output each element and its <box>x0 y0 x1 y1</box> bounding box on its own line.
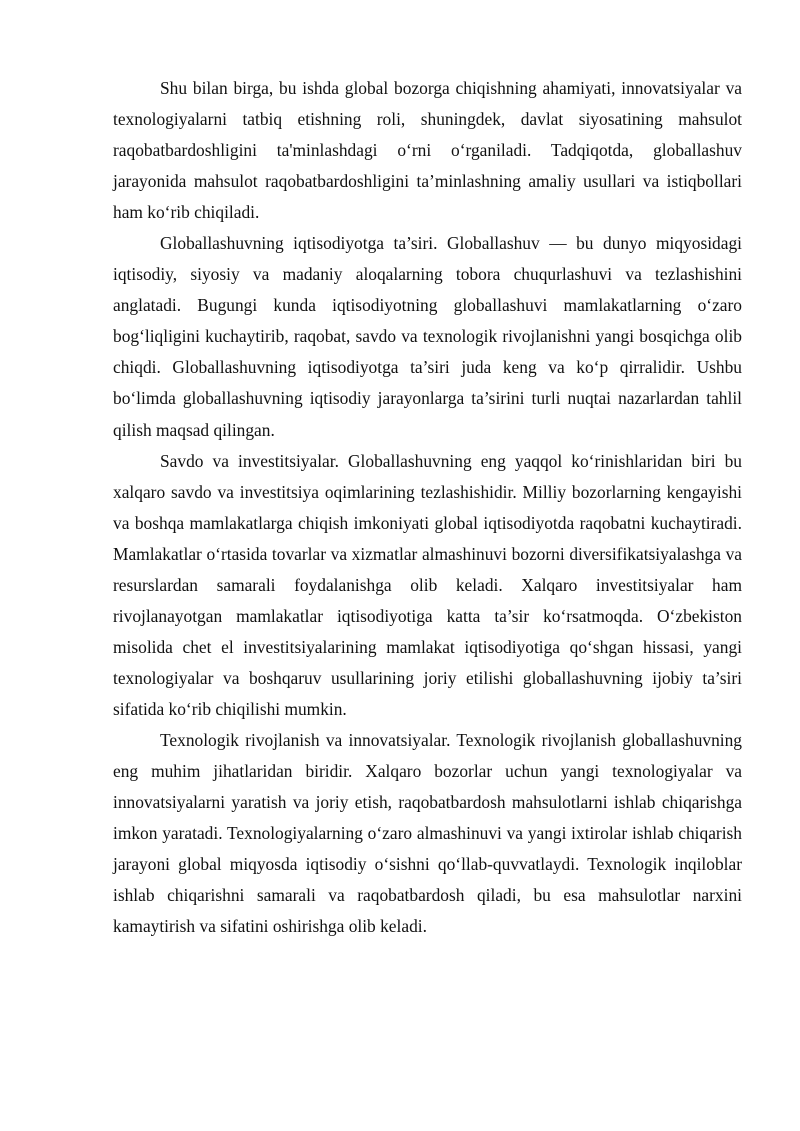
paragraph-globalization-impact: Globallashuvning iqtisodiyotga ta’siri. Globallashuv — bu dunyo miqyosidagi iqtisodiy, siyosiy va madaniy aloqalarning tobora chuqurlashuvi va tezlashishini anglatadi. Bugungi kunda iqtisodiyotning globallashuvi mamlakatlarning oʻzaro bogʻliqligini kuchaytirib, raqobat, savdo va texnologik rivojlanishni yangi bosqichga olib chiqdi. Globallashuvning iqtisodiyotga ta’siri juda keng va koʻp qirralidir. Ushbu boʻlimda globallashuvning iqtisodiy jarayonlarga ta’sirini turli nuqtai nazarlardan tahlil qilish maqsad qilingan. <box>113 233 742 440</box>
paragraph-trade-investment: Savdo va investitsiyalar. Globallashuvning eng yaqqol koʻrinishlaridan biri bu xalqaro savdo va investitsiya oqimlarining tezlashishidir. Milliy bozorlarning kengayishi va boshqa mamlakatlarga chiqish imkoniyati global iqtisodiyotda raqobatni kuchaytiradi. Mamlakatlar oʻrtasida tovarlar va xizmatlar almashinuvi bozorni diversifikatsiyalashga va resurslardan samarali foydalanishga olib keladi. Xalqaro investitsiyalar ham rivojlanayotgan mamlakatlar iqtisodiyotiga katta ta’sir koʻrsatmoqda. Oʻzbekiston misolida chet el investitsiyalarining mamlakat iqtisodiyotiga qoʻshgan hissasi, yangi texnologiyalar va boshqaruv usullarining joriy etilishi globallashuvning ijobiy ta’siri sifatida koʻrib chiqilishi mumkin. <box>113 450 742 719</box>
paragraph-intro: Shu bilan birga, bu ishda global bozorga chiqishning ahamiyati, innovatsiyalar va texnologiyalarni tatbiq etishning roli, shuningdek, davlat siyosatining mahsulot raqobatbardoshligini ta'minlashdagi oʻrni oʻrganiladi. Tadqiqotda, globallashuv jarayonida mahsulot raqobatbardoshligini ta’minlashning amaliy usullari va istiqbollari ham koʻrib chiqiladi. <box>113 78 742 223</box>
paragraph-technology-innovation: Texnologik rivojlanish va innovatsiyalar. Texnologik rivojlanish globallashuvning eng muhim jihatlaridan biridir. Xalqaro bozorlar uchun yangi texnologiyalar va innovatsiyalarni yaratish va joriy etish, raqobatbardosh mahsulotlarni ishlab chiqarishga imkon yaratadi. Texnologiyalarning oʻzaro almashinuvi va yangi ixtirolar ishlab chiqarish jarayoni global miqyosda iqtisodiy oʻsishni qoʻllab-quvvatlaydi. Texnologik inqiloblar ishlab chiqarishni samarali va raqobatbardosh qiladi, bu esa mahsulotlar narxini kamaytirish va sifatini oshirishga olib keladi. <box>113 729 742 937</box>
document-page <box>113 73 742 942</box>
